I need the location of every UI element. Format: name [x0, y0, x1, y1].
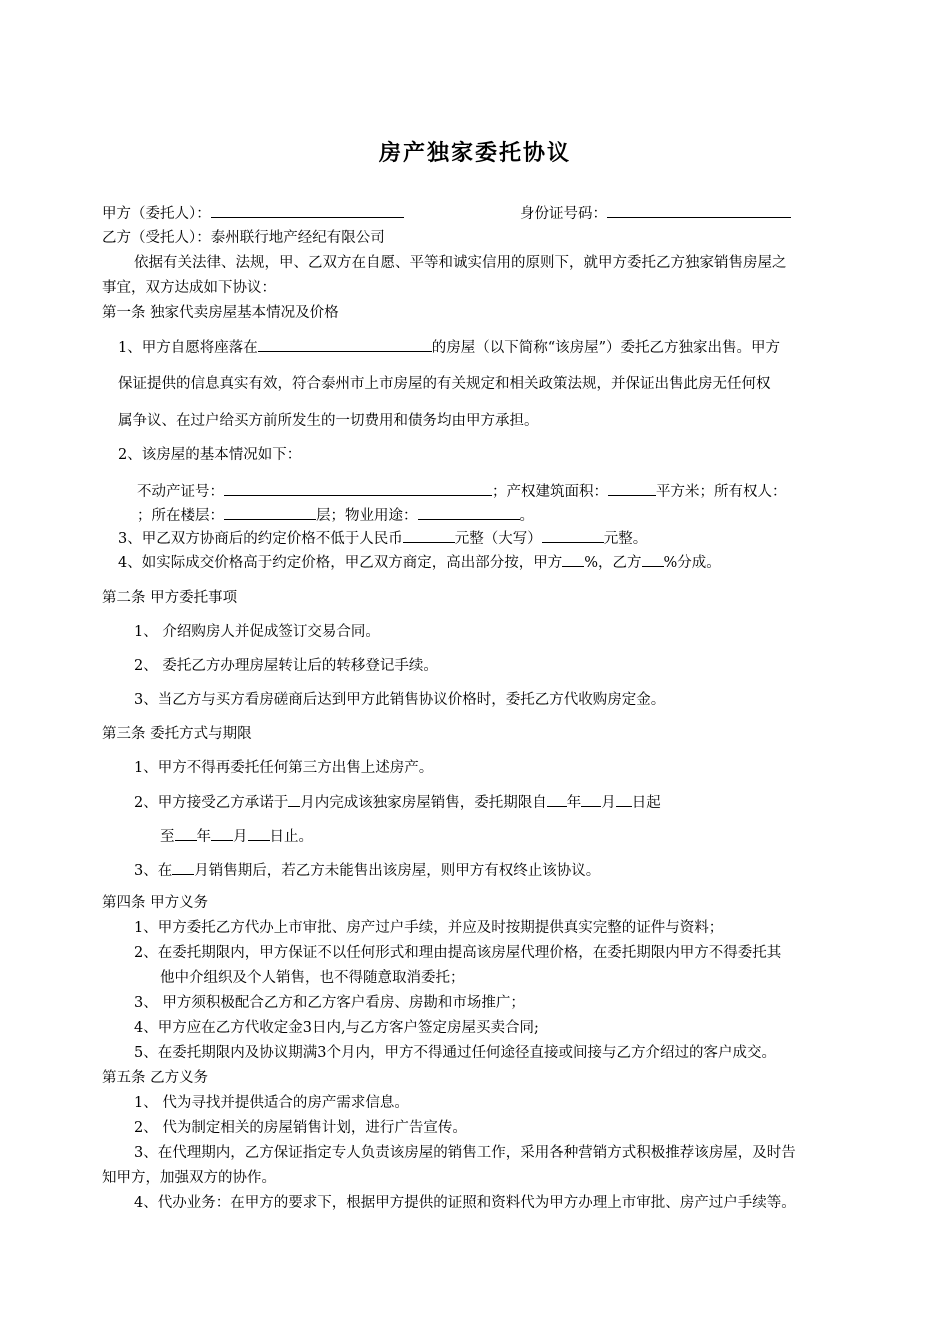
text-segment: 1、甲方自愿将座落在: [118, 340, 258, 356]
text-segment: ；所在楼层：: [137, 508, 224, 524]
text-segment: %，乙方: [584, 555, 642, 571]
id-number-label: 身份证号码：: [520, 206, 607, 222]
text-segment: 月: [601, 795, 616, 811]
property-use-blank[interactable]: [418, 505, 520, 520]
text-segment: 。: [519, 508, 534, 524]
end-day-blank[interactable]: [248, 826, 270, 841]
text-segment: ；产权建筑面积：: [492, 484, 608, 500]
sale-period-blank[interactable]: [172, 860, 194, 875]
text-segment: 至: [160, 829, 175, 845]
text-segment: 月销售期后，若乙方未能售出该房屋，则甲方有权终止该协议。: [194, 863, 601, 879]
article-5-item-1: 1、 代为寻找并提供适合的房产需求信息。: [134, 1095, 409, 1111]
start-year-blank[interactable]: [547, 792, 567, 807]
article-5-item-3-line-1: 3、在代理期内，乙方保证指定专人负责该房屋的销售工作，采用各种营销方式积极推荐该房屋，及时告: [134, 1145, 796, 1161]
article-3-item-1: 1、甲方不得再委托任何第三方出售上述房产。: [134, 760, 434, 776]
article-1-item-2: 2、该房屋的基本情况如下：: [118, 447, 302, 463]
party-b-line: 乙方（受托人）：泰州联行地产经纪有限公司: [102, 230, 385, 246]
text-segment: 层；物业用途：: [316, 508, 418, 524]
article-3-heading: 第三条 委托方式与期限: [102, 726, 252, 742]
price-words-blank[interactable]: [542, 528, 604, 543]
text-segment: 的房屋（以下简称“该房屋”）委托乙方独家出售。甲方: [431, 340, 781, 356]
article-4-item-2-line-1: 2、在委托期限内，甲方保证不以任何形式和理由提高该房屋代理价格，在委托期限内甲方不得委托其: [134, 945, 782, 961]
text-segment: 月内完成该独家房屋销售，委托期限自: [300, 795, 547, 811]
text-segment: 平方米；所有权人：: [656, 484, 787, 500]
property-details-line-2: [137, 505, 534, 526]
party-a-label: 甲方（委托人）：: [102, 206, 211, 222]
area-blank[interactable]: [608, 481, 656, 496]
price-number-blank[interactable]: [403, 528, 455, 543]
text-segment: 日止。: [269, 829, 313, 845]
article-5-item-2: 2、 代为制定相关的房屋销售计划，进行广告宣传。: [134, 1120, 467, 1136]
start-day-blank[interactable]: [616, 792, 632, 807]
party-a-share-blank[interactable]: [562, 552, 584, 567]
article-4-item-1: 1、甲方委托乙方代办上市审批、房产过户手续，并应及时按期提供真实完整的证件与资料；: [134, 920, 724, 936]
text-segment: 元整（大写）: [454, 531, 542, 547]
text-segment: 2、甲方接受乙方承诺于: [134, 795, 289, 811]
certificate-number-blank[interactable]: [224, 481, 492, 496]
party-a-name-blank[interactable]: [211, 203, 404, 218]
article-2-item-2: 2、 委托乙方办理房屋转让后的转移登记手续。: [134, 658, 438, 674]
article-4-item-2-line-2: 他中介组织及个人销售，也不得随意取消委托；: [160, 970, 465, 986]
floor-blank[interactable]: [224, 505, 316, 520]
article-5-item-4: 4、代办业务：在甲方的要求下，根据甲方提供的证照和资料代为甲方办理上市审批、房产过户手续等。: [134, 1195, 796, 1211]
article-4-item-4: 4、甲方应在乙方代收定金3日内,与乙方客户签定房屋买卖合同;: [134, 1020, 539, 1036]
party-b-share-blank[interactable]: [642, 552, 664, 567]
text-segment: 3、甲乙双方协商后的约定价格不低于人民币: [118, 531, 403, 547]
property-location-blank[interactable]: [258, 337, 432, 352]
text-segment: 不动产证号：: [137, 484, 224, 500]
article-3-item-2-line-2: [160, 826, 313, 847]
document-title: 房产独家委托协议: [378, 140, 571, 166]
article-4-item-3: 3、 甲方须积极配合乙方和乙方客户看房、房勘和市场推广；: [134, 995, 525, 1011]
text-segment: 年: [196, 829, 211, 845]
article-1-item-4: [118, 552, 721, 573]
preamble-line-2: 事宜，双方达成如下协议：: [102, 280, 276, 296]
text-segment: 年: [566, 795, 582, 811]
article-2-heading: 第二条 甲方委托事项: [102, 590, 238, 606]
article-1-item-1-line-2: 保证提供的信息真实有效，符合泰州市上市房屋的有关规定和相关政策法规，并保证出售此房无任何权: [118, 376, 771, 392]
article-1-item-1-line-3: 属争议、在过户给买方前所发生的一切费用和债务均由甲方承担。: [118, 413, 539, 429]
id-number-line: [520, 203, 791, 224]
party-a-line: [102, 203, 404, 224]
property-details-line-1: [137, 481, 787, 502]
article-1-item-3: [118, 528, 647, 549]
end-year-blank[interactable]: [175, 826, 197, 841]
text-segment: 3、在: [134, 863, 173, 879]
article-4-item-5: 5、在委托期限内及协议期满3个月内，甲方不得通过任何途径直接或间接与乙方介绍过的客户成交。: [134, 1045, 776, 1061]
preamble-line-1: 依据有关法律、法规，甲、乙双方在自愿、平等和诚实信用的原则下，就甲方委托乙方独家销售房屋之: [134, 255, 787, 271]
text-segment: 元整。: [603, 531, 648, 547]
start-month-blank[interactable]: [581, 792, 601, 807]
article-1-heading: 第一条 独家代卖房屋基本情况及价格: [102, 305, 339, 321]
article-3-item-3: [134, 860, 600, 881]
article-4-heading: 第四条 甲方义务: [102, 895, 209, 911]
article-1-item-1-line-1: [118, 337, 780, 358]
months-blank[interactable]: [288, 792, 300, 807]
article-2-item-1: 1、 介绍购房人并促成签订交易合同。: [134, 624, 380, 640]
text-segment: %分成。: [663, 555, 721, 571]
article-5-heading: 第五条 乙方义务: [102, 1070, 209, 1086]
end-month-blank[interactable]: [211, 826, 233, 841]
text-segment: 月: [233, 829, 248, 845]
article-5-item-3-line-2: 知甲方，加强双方的协作。: [102, 1170, 276, 1186]
text-segment: 日起: [631, 795, 661, 811]
article-3-item-2-line-1: [134, 792, 661, 813]
id-number-blank[interactable]: [607, 203, 791, 218]
text-segment: 4、如实际成交价格高于约定价格，甲乙双方商定，高出部分按，甲方: [118, 555, 563, 571]
article-2-item-3: 3、当乙方与买方看房磋商后达到甲方此销售协议价格时，委托乙方代收购房定金。: [134, 692, 666, 708]
